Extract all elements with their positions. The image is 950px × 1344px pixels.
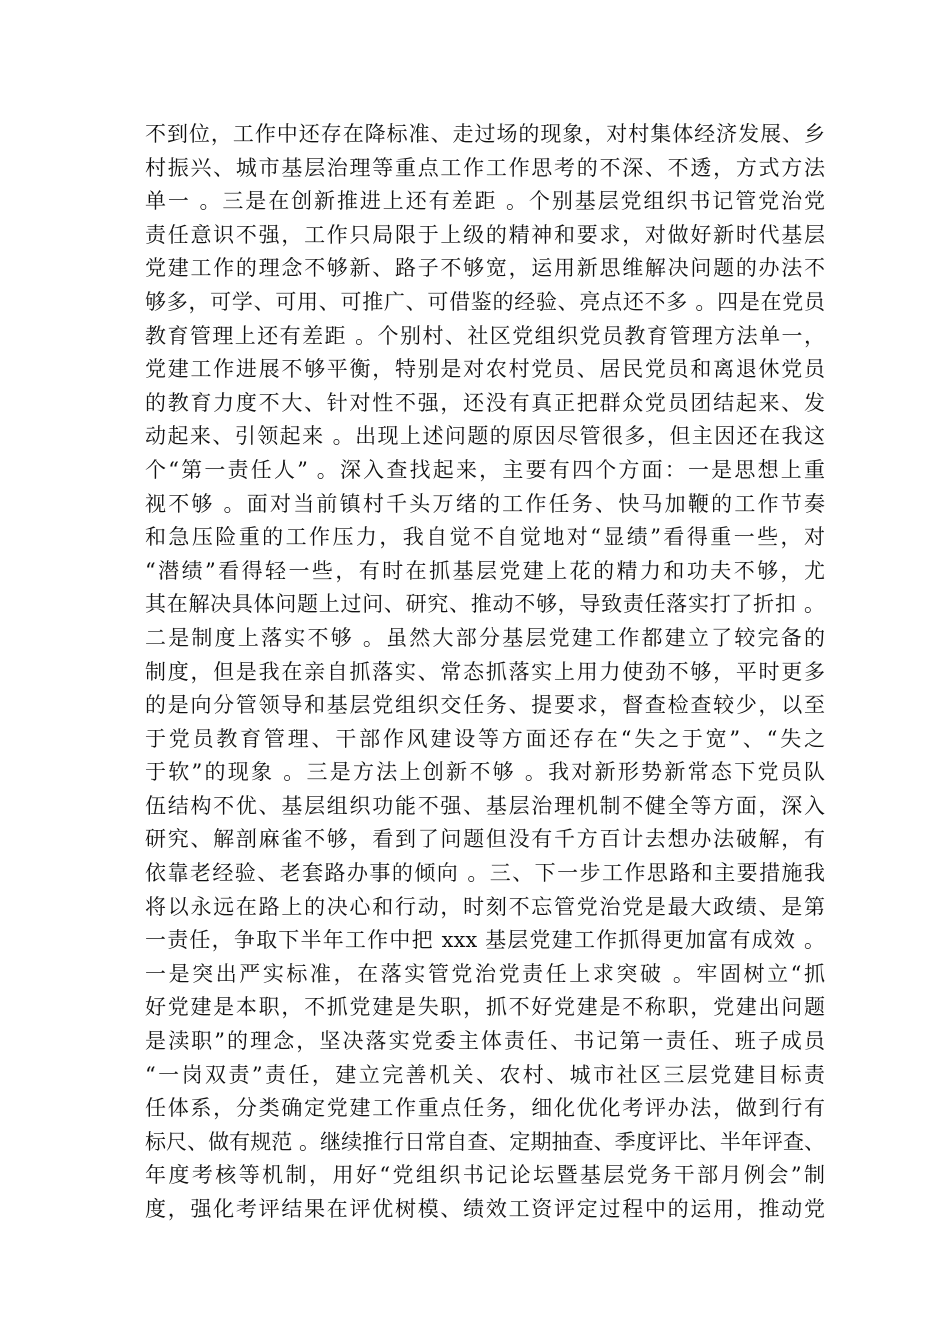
text-line: 教育管理上还有差距 。个别村、社区党组织党员教育管理方法单一，	[145, 323, 825, 348]
text-line: 的教育力度不大、针对性不强，还没有真正把群众党员团结起来、发	[145, 390, 825, 415]
text-line: 二是制度上落实不够 。虽然大部分基层党建工作都建立了较完备的	[145, 625, 825, 650]
text-line: 党建工作的理念不够新、路子不够宽，运用新思维解决问题的办法不	[145, 256, 825, 281]
text-line: 党建工作进展不够平衡，特别是对农村党员、居民党员和离退休党员	[145, 357, 825, 382]
text-line: 于党员教育管理、干部作风建设等方面还存在“失之于宽”、“失之	[145, 726, 825, 751]
text-line: 研究、解剖麻雀不够，看到了问题但没有千方百计去想办法破解，有	[145, 827, 825, 852]
text-line: 年度考核等机制，用好“党组织书记论坛暨基层党务干部月例会”制	[145, 1163, 825, 1188]
text-line: 伍结构不优、基层组织功能不强、基层治理机制不健全等方面，深入	[145, 793, 825, 818]
text-line: 视不够 。面对当前镇村千头万绪的工作任务、快马加鞭的工作节奏	[145, 491, 825, 516]
text-line: 一责任，争取下半年工作中把 xxx 基层党建工作抓得更加富有成效 。	[145, 928, 825, 953]
text-line: 依靠老经验、老套路办事的倾向 。三、下一步工作思路和主要措施我	[145, 861, 825, 886]
text-line: 其在解决具体问题上过问、研究、推动不够，导致责任落实打了折扣 。	[145, 592, 825, 617]
body-paragraph	[145, 118, 825, 1227]
text-line: 好党建是本职，不抓党建是失职，抓不好党建是不称职，党建出问题	[145, 995, 825, 1020]
text-line: 一是突出严实标准，在落实管党治党责任上求突破 。牢固树立“抓	[145, 961, 825, 986]
text-line: 不到位，工作中还存在降标准、走过场的现象，对村集体经济发展、乡	[145, 122, 825, 146]
text-line: 标尺、做有规范 。继续推行日常自查、定期抽查、季度评比、半年评查、	[145, 1129, 825, 1154]
text-line: 村振兴、城市基层治理等重点工作工作思考的不深、不透，方式方法	[145, 155, 825, 180]
text-line: 将以永远在路上的决心和行动，时刻不忘管党治党是最大政绩、是第	[145, 894, 825, 919]
text-line: 责任意识不强，工作只局限于上级的精神和要求，对做好新时代基层	[145, 222, 825, 247]
text-line: 和急压险重的工作压力，我自觉不自觉地对“显绩”看得重一些，对	[145, 525, 825, 550]
text-line: 度，强化考评结果在评优树模、绩效工资评定过程中的运用，推动党	[145, 1197, 825, 1221]
text-line: 于软”的现象 。三是方法上创新不够 。我对新形势新常态下党员队	[145, 760, 825, 785]
text-line: “一岗双责”责任，建立完善机关、农村、城市社区三层党建目标责	[145, 1062, 825, 1087]
text-line: 个“第一责任人” 。深入查找起来，主要有四个方面：一是思想上重	[145, 457, 825, 482]
text-line: 任体系，分类确定党建工作重点任务，细化优化考评办法，做到行有	[145, 1096, 825, 1121]
text-line: 制度，但是我在亲自抓落实、常态抓落实上用力使劲不够，平时更多	[145, 659, 825, 684]
text-line: 够多，可学、可用、可推广、可借鉴的经验、亮点还不多 。四是在党员	[145, 289, 825, 314]
text-line: 单一 。三是在创新推进上还有差距 。个别基层党组织书记管党治党	[145, 189, 825, 214]
text-line: 动起来、引领起来 。出现上述问题的原因尽管很多，但主因还在我这	[145, 424, 825, 449]
text-line: 是渎职”的理念，坚决落实党委主体责任、书记第一责任、班子成员	[145, 1029, 825, 1054]
text-line: “潜绩”看得轻一些，有时在抓基层党建上花的精力和功夫不够，尤	[145, 558, 825, 583]
text-line: 的是向分管领导和基层党组织交任务、提要求，督查检查较少，以至	[145, 693, 825, 718]
